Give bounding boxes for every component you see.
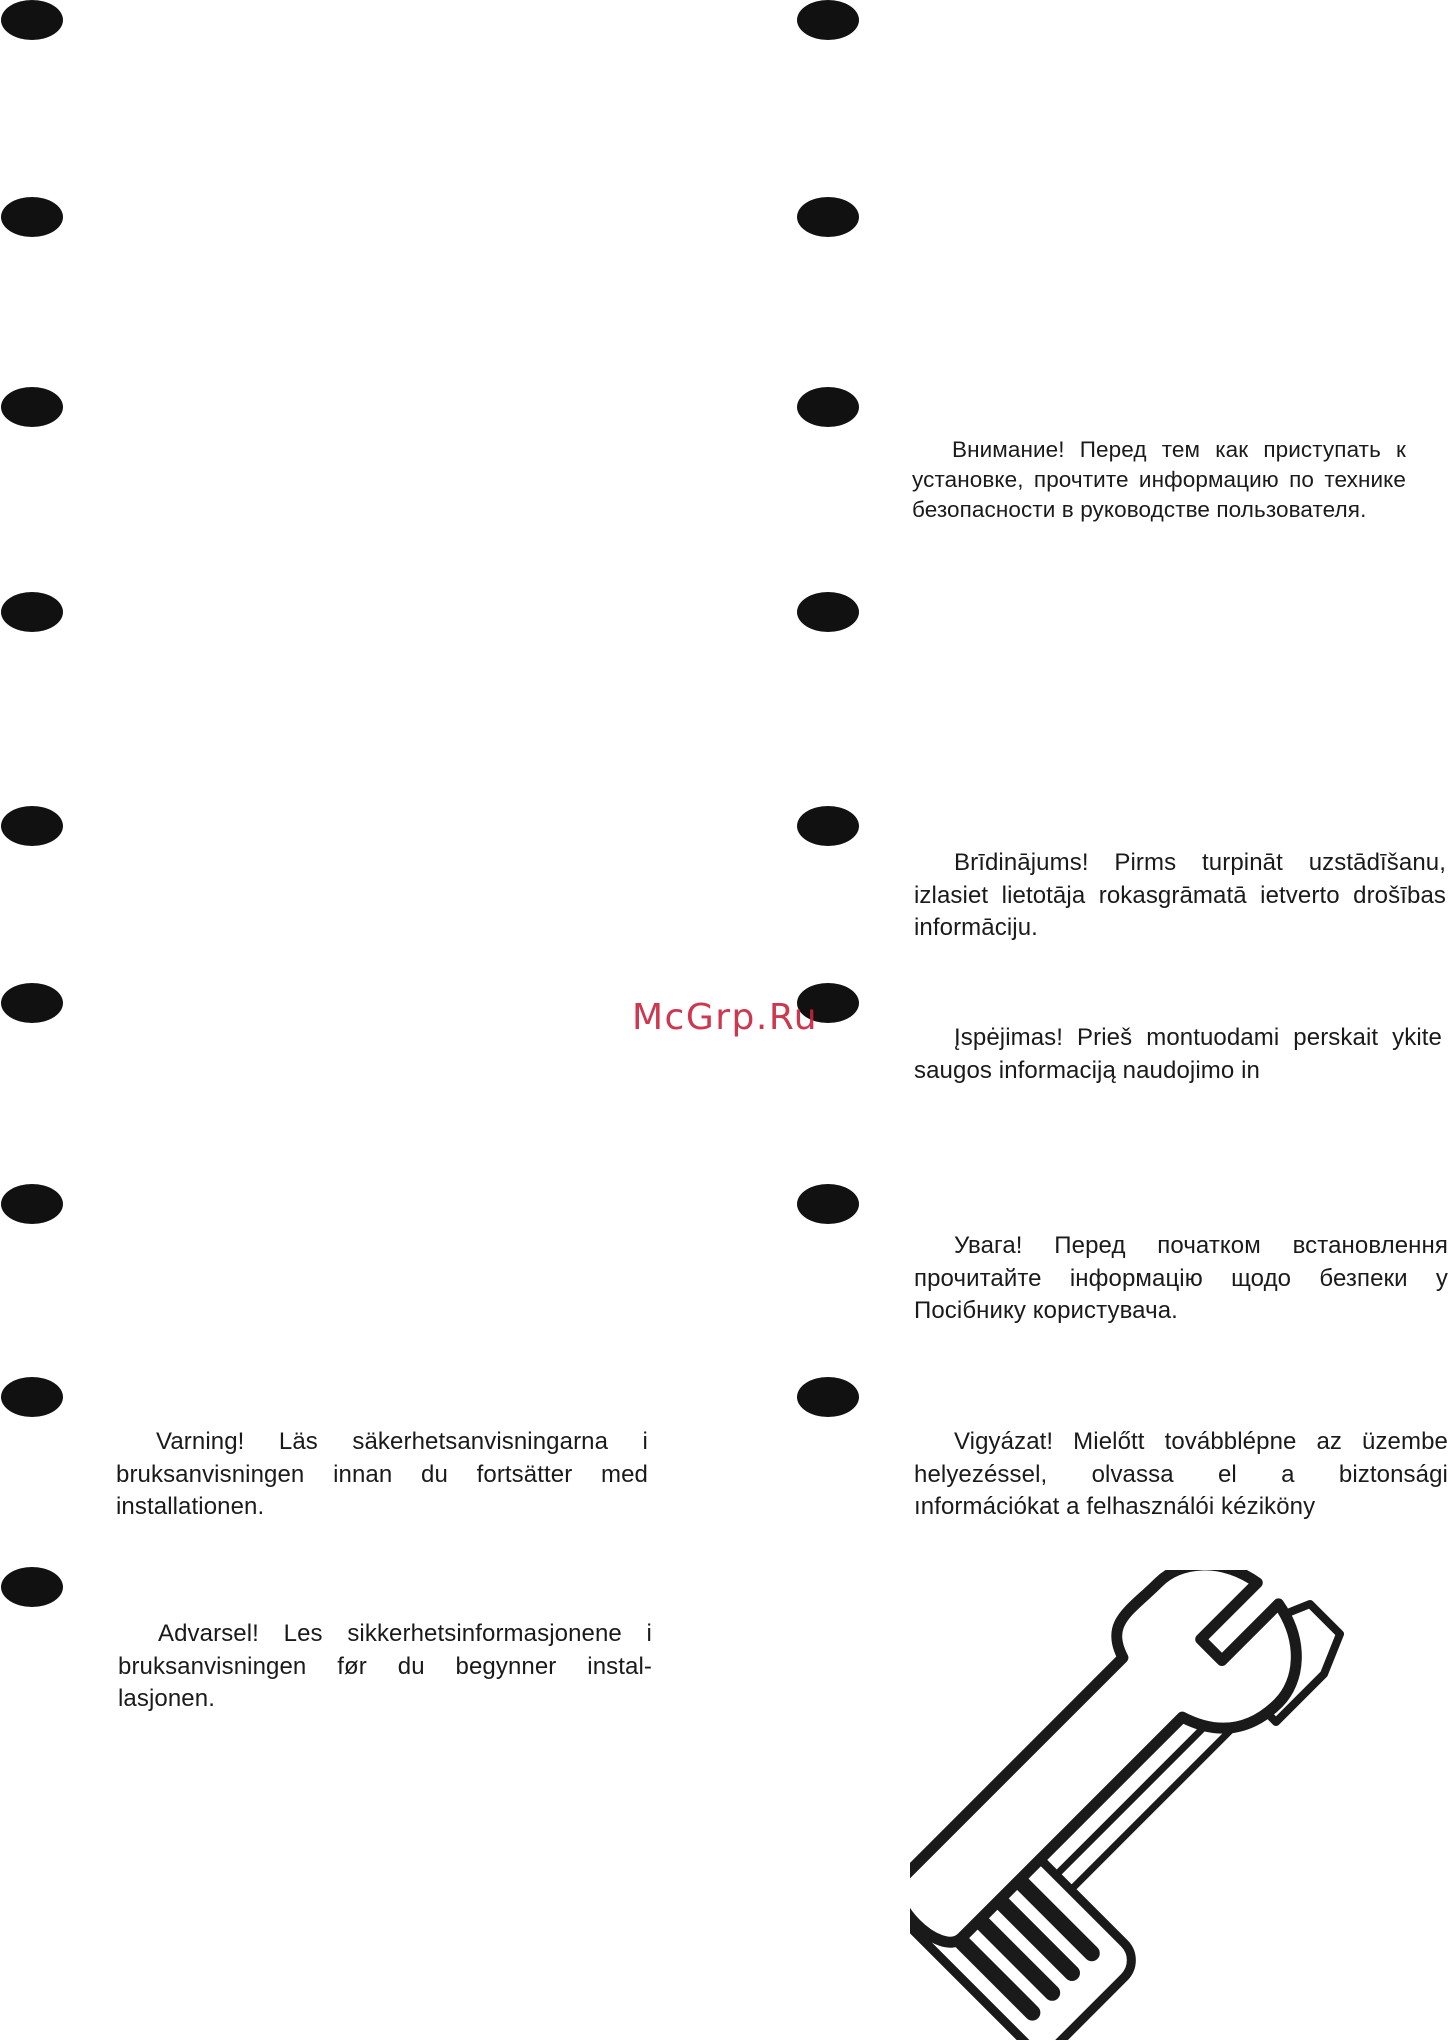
language-marker-bullet-icon bbox=[797, 1184, 859, 1224]
language-marker-bullet-icon bbox=[1, 592, 63, 632]
wrench-and-screwdriver-icon bbox=[910, 1570, 1450, 2040]
language-marker-bullet-icon bbox=[797, 197, 859, 237]
language-marker-bullet-icon bbox=[1, 387, 63, 427]
notice-lithuanian: Įspėjimas! Prieš montuodami perskait ykite saugos informaciją naudojimo in bbox=[914, 1024, 1442, 1084]
language-marker-bullet-icon bbox=[797, 806, 859, 846]
language-marker-bullet-icon bbox=[797, 592, 859, 632]
language-marker-bullet-icon bbox=[797, 387, 859, 427]
language-marker-bullet-icon bbox=[1, 806, 63, 846]
notice-norwegian: Advarsel! Les sikkerhetsinformasjonene i bruksanvisningen før du begynner instal-lasjonen. bbox=[118, 1620, 652, 1712]
notice-latvian: Brīdinājums! Pirms turpināt uzstādīšanu, izlasiet lietotāja rokasgrāmatā ietverto drošības informāciju. bbox=[914, 849, 1446, 941]
notice-swedish: Varning! Läs säkerhetsanvisningarna i bruksanvisningen innan du fortsätter med installationen. bbox=[116, 1428, 648, 1520]
language-marker-bullet-icon bbox=[1, 983, 63, 1023]
language-marker-bullet-icon bbox=[1, 1567, 63, 1607]
language-marker-bullet-icon bbox=[797, 0, 859, 40]
language-marker-bullet-icon bbox=[1, 197, 63, 237]
watermark-text: McGrp.Ru bbox=[632, 997, 819, 1038]
language-marker-bullet-icon bbox=[1, 1184, 63, 1224]
notice-russian: Внимание! Перед тем как приступать к установке, прочтите информацию по технике безопасности в руководстве пользователя. bbox=[912, 437, 1406, 522]
language-marker-bullet-icon bbox=[797, 1377, 859, 1417]
notice-hungarian: Vigyázat! Mielőtt továbblépne az üzembe helyezéssel, olvassa el a biztonsági ınformációkat a felhasználói kéziköny bbox=[914, 1428, 1448, 1520]
notice-ukrainian: Увага! Перед початком встановлення прочитайте інформацію щодо безпеки у Посібнику користувача. bbox=[914, 1232, 1448, 1324]
language-marker-bullet-icon bbox=[1, 1377, 63, 1417]
language-marker-bullet-icon bbox=[1, 0, 63, 40]
